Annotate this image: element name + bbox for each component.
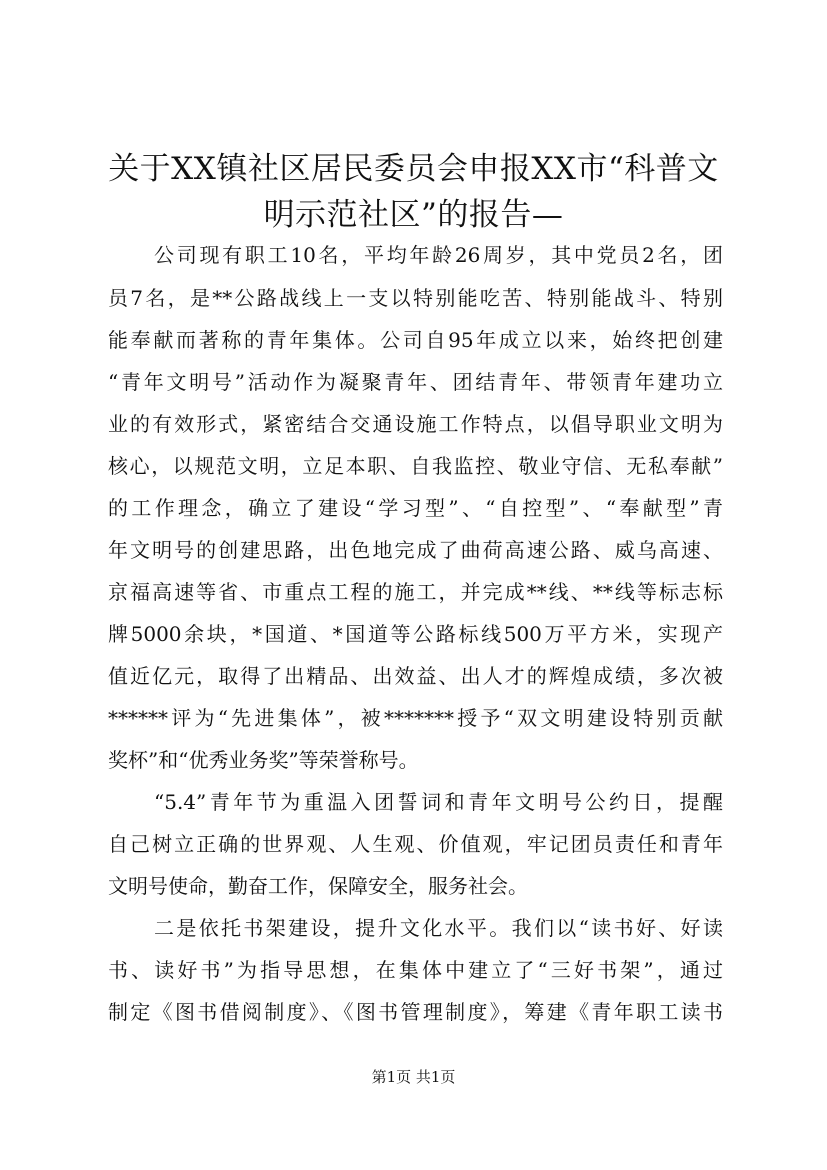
paragraph-line: 能奉献而著称的青年集体。公司自95年成立以来，始终把创建 xyxy=(108,328,723,352)
paragraph-line: 制定《图书借阅制度》、《图书管理制度》，筹建《青年职工读书 xyxy=(108,1000,723,1024)
paragraph-line: 二是依托书架建设，提升文化水平。我们以“读书好、好读 xyxy=(154,916,723,940)
paragraph-line: 自己树立正确的世界观、人生观、价值观，牢记团员责任和青年 xyxy=(108,832,723,856)
paragraph-line: 京福高速等省、市重点工程的施工，并完成**线、**线等标志标 xyxy=(108,580,723,604)
paragraph-line: 文明号使命，勤奋工作，保障安全，服务社会。 xyxy=(108,874,528,898)
paragraph-line: 核心，以规范文明，立足本职、自我监控、敬业守信、无私奉献” xyxy=(108,454,723,478)
paragraph-line: 员7名，是**公路战线上一支以特别能吃苦、特别能战斗、特别 xyxy=(108,286,723,310)
paragraph-line: 奖杯”和“优秀业务奖”等荣誉称号。 xyxy=(108,748,419,772)
title-line: 关于XX镇社区居民委员会申报XX市“科普文 xyxy=(108,151,719,187)
paragraph-line: 牌5000余块，*国道、*国道等公路标线500万平方米，实现产 xyxy=(108,622,723,646)
paragraph-line: 书、读好书”为指导思想，在集体中建立了“三好书架”，通过 xyxy=(108,958,723,982)
paragraph-line: 的工作理念，确立了建设“学习型”、“自控型”、“奉献型”青 xyxy=(108,496,723,520)
document-title xyxy=(100,146,727,238)
paragraph-line: 业的有效形式，紧密结合交通设施工作特点，以倡导职业文明为 xyxy=(108,412,723,436)
paragraph-line: “5.4”青年节为重温入团誓词和青年文明号公约日，提醒 xyxy=(154,790,723,814)
paragraph-line: 公司现有职工10名，平均年龄26周岁，其中党员2名，团 xyxy=(154,243,723,267)
paragraph-line: 年文明号的创建思路，出色地完成了曲荷高速公路、威乌高速、 xyxy=(108,538,723,562)
page-footer: 第1页 共1页 xyxy=(371,1068,456,1086)
paragraph-line: 值近亿元，取得了出精品、出效益、出人才的辉煌成绩，多次被 xyxy=(108,664,723,688)
paragraph-line: “青年文明号”活动作为凝聚青年、团结青年、带领青年建功立 xyxy=(108,370,723,394)
title-line: 明示范社区”的报告— xyxy=(263,197,564,233)
paragraph-line: ******评为“先进集体”，被*******授予“双文明建设特别贡献 xyxy=(108,706,723,730)
